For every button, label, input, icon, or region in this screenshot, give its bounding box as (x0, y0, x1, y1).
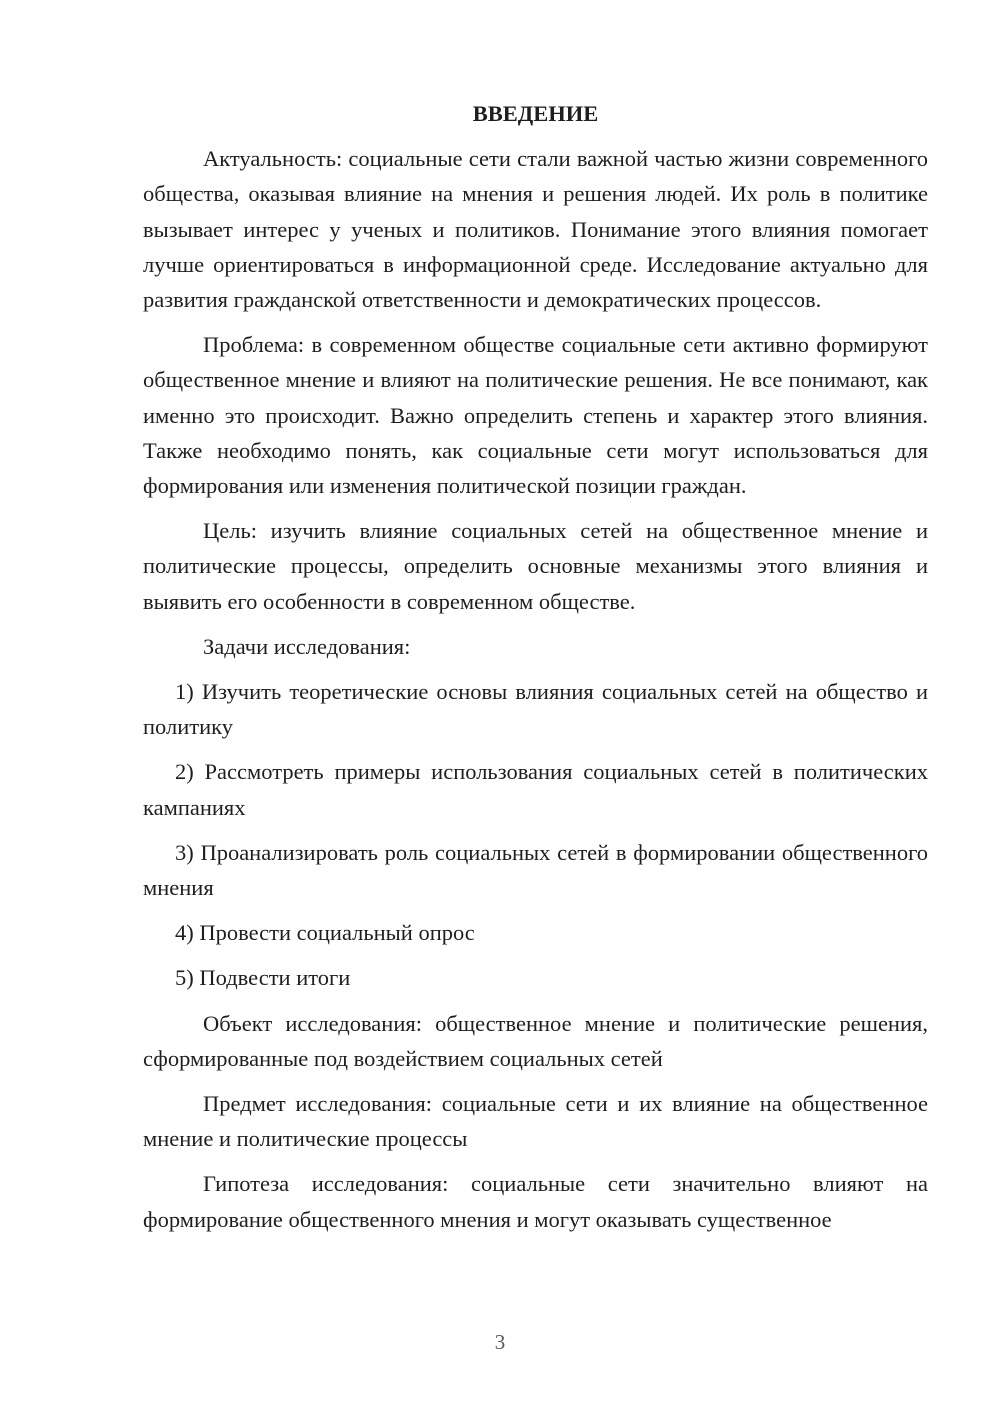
section-heading: ВВЕДЕНИЕ (472, 101, 599, 126)
task-item-2: 2) Рассмотреть примеры использования социальных сетей в политических кампаниях (143, 759, 928, 820)
page-number: 3 (494, 1330, 506, 1354)
research-object-paragraph: Объект исследования: общественное мнение и политические решения, сформированные под воздействием социальных сетей (143, 1010, 928, 1071)
hypothesis-paragraph: Гипотеза исследования: социальные сети значительно влияют на формирование общественного мнения и могут оказывать существенное (143, 1171, 928, 1232)
goal-paragraph: Цель: изучить влияние социальных сетей на общественное мнение и политические процессы, определить основные механизмы этого влияния и выявить его особенности в современном обществе. (143, 518, 928, 614)
task-item-5: 5) Подвести итоги (175, 965, 351, 991)
task-item-4: 4) Провести социальный опрос (175, 920, 475, 946)
tasks-heading: Задачи исследования: (203, 633, 411, 659)
research-subject-paragraph: Предмет исследования: социальные сети и их влияние на общественное мнение и политические процессы (143, 1091, 928, 1152)
problem-paragraph: Проблема: в современном обществе социальные сети активно формируют общественное мнение и влияют на политические решения. Не все понимают, как именно это происходит. Важно определить степень и характер этого влияния. Также необходимо понять, как социальные сети могут использоваться для формирования или изменения политической позиции граждан. (143, 332, 928, 499)
task-item-1: 1) Изучить теоретические основы влияния социальных сетей на общество и политику (143, 679, 928, 740)
task-item-3: 3) Проанализировать роль социальных сетей в формировании общественного мнения (143, 839, 928, 901)
relevance-paragraph: Актуальность: социальные сети стали важной частью жизни современного общества, оказывая влияние на мнения и решения людей. Их роль в политике вызывает интерес у ученых и политиков. Понимание этого влияния помогает лучше ориентироваться в информационной среде. Исследование актуально для развития гражданской ответственности и демократических процессов. (143, 146, 928, 313)
page-content (143, 96, 928, 1247)
